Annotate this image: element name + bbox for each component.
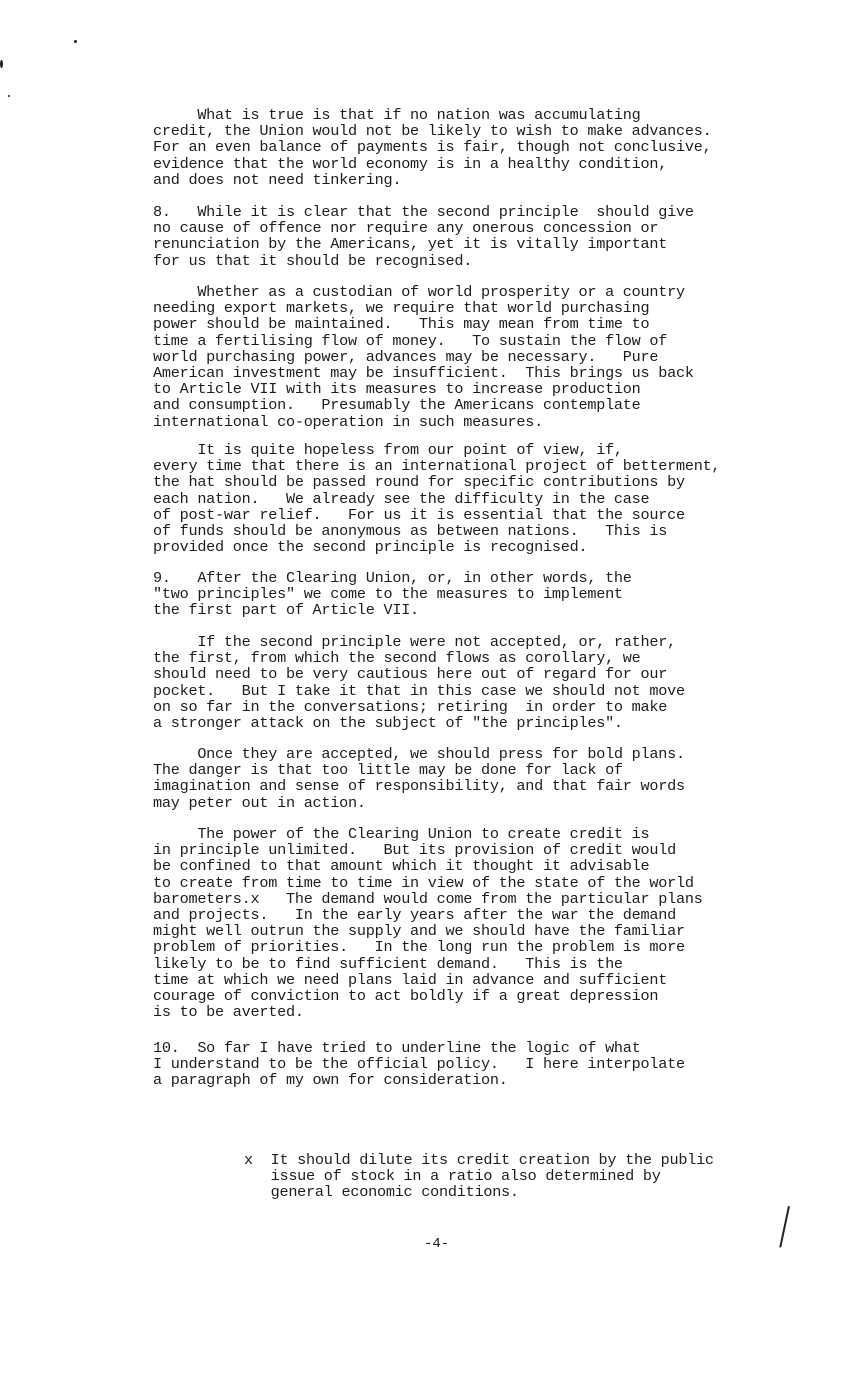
paragraph-bold-plans: Once they are accepted, we should press for bold plans. The danger is that too little may be done for lack of imagination and sense of responsibility, and that fair words may peter out in action. — [153, 745, 685, 812]
margin-dot — [74, 40, 77, 43]
paragraph-world-purchasing-power: Whether as a custodian of world prosperity or a country needing export markets, we require that world purchasing power should be maintained. This may mean from time to time a fertilising flow of money. To sustain the flow of world purchasing power, advances may be necessary. Pure American investment may be insufficient. This brings us back to Article VII with its measures to increase production and consumption. Presumably the Americans contemplate international co-operation in such measures. — [153, 283, 694, 431]
footnote: x It should dilute its credit creation by the public issue of stock in a ratio also determined by general economic conditions. — [244, 1151, 714, 1202]
paragraph-anonymous-funds: It is quite hopeless from our point of view, if, every time that there is an international project of betterment, the hat should be passed round for specific contributions by each nation. We already see the difficulty in the case of post-war relief. For us it is essential that the source of funds should be anonymous as between nations. This is provided once the second principle is recognised. — [153, 441, 721, 557]
paragraph-8-second-principle: 8. While it is clear that the second principle should give no cause of offence nor require any onerous concession or renunciation by the Americans, yet it is vitally important for us that it should be recognised. — [153, 203, 694, 270]
margin-dot — [8, 95, 10, 97]
paragraph-10-official-policy: 10. So far I have tried to underline the logic of what I understand to be the official policy. I here interpolate a paragraph of my own for consideration. — [153, 1039, 685, 1090]
margin-pencil-stroke — [779, 1206, 790, 1247]
paragraph-credit-accumulation: What is true is that if no nation was accumulating credit, the Union would not be likely to wish to make advances. For an even balance of payments is fair, though not conclusive, evidence that the world economy is in a healthy condition, and does not need tinkering. — [153, 106, 712, 189]
paragraph-9-article-vii: 9. After the Clearing Union, or, in other words, the "two principles" we come to the measures to implement the first part of Article VII. — [153, 569, 632, 620]
paragraph-credit-creation: The power of the Clearing Union to create credit is in principle unlimited. But its provision of credit would be confined to that amount which it thought it advisable to create from time to time in view of the state of the world barometers.x The demand would come from the particular plans and projects. In the early years after the war the demand might well outrun the supply and we should have the familiar problem of priorities. In the long run the problem is more likely to be to find sufficient demand. This is the time at which we need plans laid in advance and sufficient courage of conviction to act boldly if a great depression is to be averted. — [153, 825, 703, 1022]
paragraph-caution: If the second principle were not accepted, or, rather, the first, from which the second flows as corollary, we should need to be very cautious here out of regard for our pocket. But I take it that in this case we should not move on so far in the conversations; retiring in order to make a stronger attack on the subject of "the principles". — [153, 633, 685, 733]
page-number: -4- — [424, 1236, 450, 1252]
punch-hole-mark — [0, 60, 3, 68]
